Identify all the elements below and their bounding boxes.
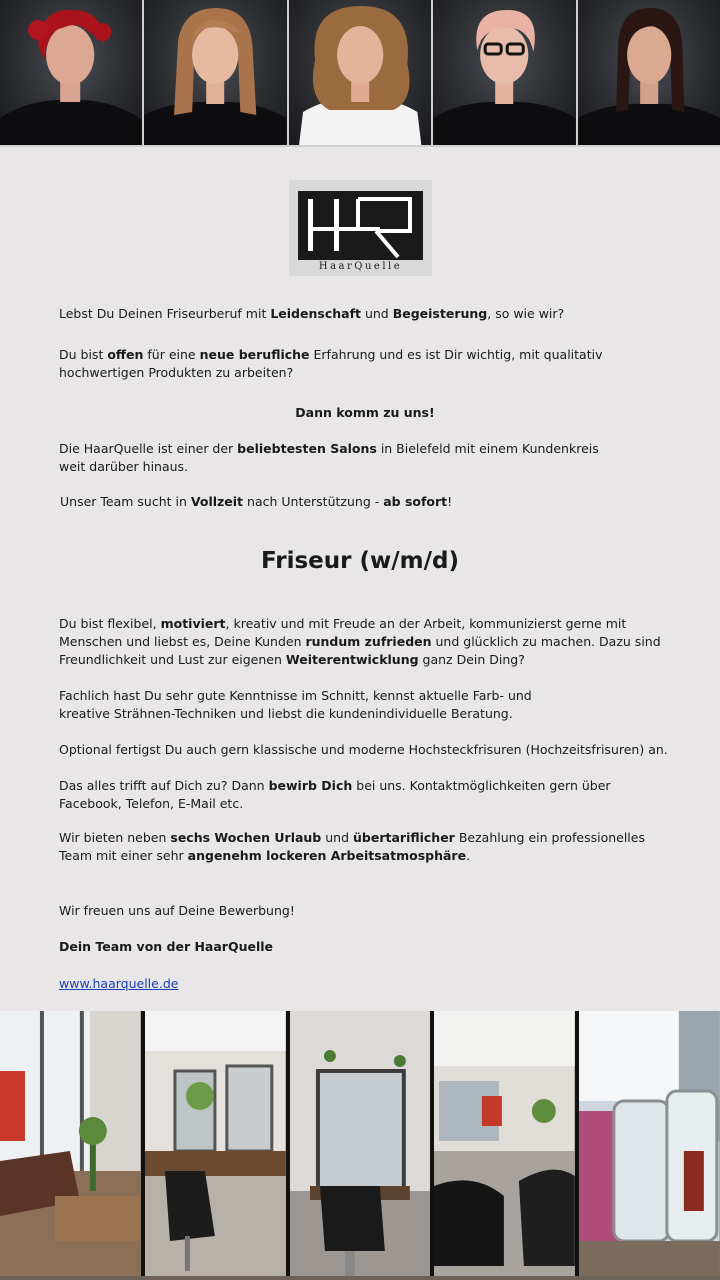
signature: Dein Team von der HaarQuelle bbox=[59, 939, 274, 954]
team-portrait-4 bbox=[433, 0, 575, 145]
job-title: Friseur (w/m/d) bbox=[261, 548, 459, 574]
salon-photo-strip bbox=[0, 1011, 720, 1276]
website-link[interactable]: www.haarquelle.de bbox=[59, 976, 179, 991]
salon-photo-stations bbox=[145, 1011, 286, 1276]
salon-photo-lounge bbox=[0, 1011, 141, 1276]
intro-paragraph-1: Lebst Du Deinen Friseurberuf mit Leidenschaft und Begeisterung, so wie wir? bbox=[59, 306, 565, 321]
salon-photo-product-jars bbox=[579, 1011, 720, 1276]
website-paragraph bbox=[59, 975, 669, 993]
team-portrait-3 bbox=[289, 0, 431, 145]
body-paragraph-1: Du bist flexibel, motiviert, kreativ und mit Freude an der Arbeit, kommunizierst gerne mit Menschen und liebst es, Deine Kunden rundum zufrieden und glücklich zu machen. Dazu sind Freundlichkeit und Lust zur eigenen Weiterentwicklung ganz Dein Ding? bbox=[59, 616, 661, 667]
salon-photo-wash-basins bbox=[434, 1011, 575, 1276]
team-photo-strip bbox=[0, 0, 720, 147]
closing-text: Wir freuen uns auf Deine Bewerbung! bbox=[59, 903, 295, 918]
intro-paragraph-2: Du bist offen für eine neue berufliche Erfahrung und es ist Dir wichtig, mit qualitativ hochwertigen Produkten zu arbeiten? bbox=[59, 347, 603, 380]
body-paragraph-2: Fachlich hast Du sehr gute Kenntnisse im Schnitt, kennst aktuelle Farb- und kreative Strähnen-Techniken und liebst die kundenindividuelle Beratung. bbox=[59, 688, 532, 721]
body-paragraph-5: Wir bieten neben sechs Wochen Urlaub und übertariflicher Bezahlung ein professionelles Team mit einer sehr angenehm lockeren Arbeitsatmosphäre. bbox=[59, 830, 645, 863]
intro-paragraph-4: Unser Team sucht in Vollzeit nach Unterstützung - ab sofort! bbox=[60, 494, 453, 509]
intro-paragraph-3: Die HaarQuelle ist einer der beliebtesten Salons in Bielefeld mit einem Kundenkreis weit darüber hinaus. bbox=[59, 441, 599, 474]
body-paragraph-4: Das alles trifft auf Dich zu? Dann bewirb Dich bei uns. Kontaktmöglichkeiten gern über Facebook, Telefon, E-Mail etc. bbox=[59, 778, 611, 811]
logo-wordmark: HaarQuelle bbox=[318, 261, 403, 272]
team-portrait-5 bbox=[578, 0, 720, 145]
team-portrait-1 bbox=[0, 0, 142, 145]
salon-photo-barber-chair bbox=[290, 1011, 431, 1276]
hq-monogram-icon bbox=[298, 191, 423, 260]
team-portrait-2 bbox=[144, 0, 286, 145]
call-to-action: Dann komm zu uns! bbox=[295, 405, 435, 420]
haarquelle-logo bbox=[289, 180, 432, 276]
bottom-edge bbox=[0, 1276, 720, 1280]
body-paragraph-3: Optional fertigst Du auch gern klassische und moderne Hochsteckfrisuren (Hochzeitsfrisuren) an. bbox=[59, 742, 668, 757]
